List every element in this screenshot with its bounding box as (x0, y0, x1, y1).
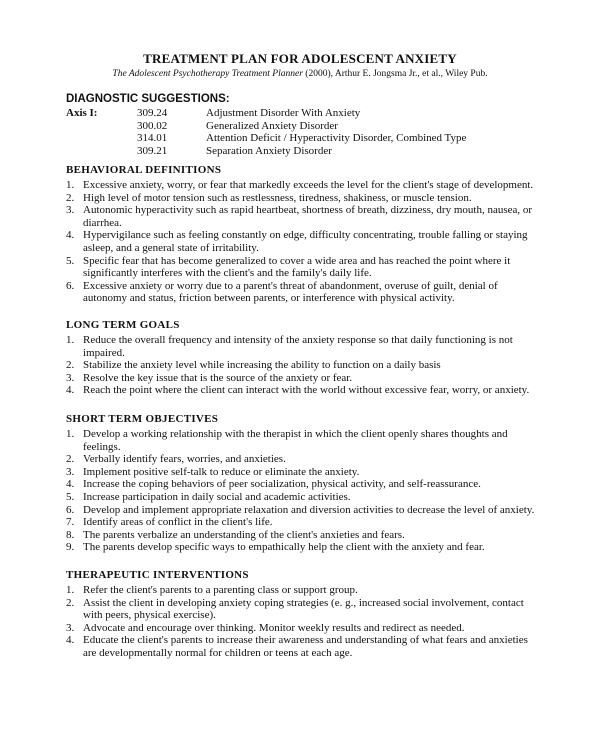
list-item (66, 280, 536, 305)
list-item (66, 466, 536, 479)
item-text: Verbally identify fears, worries, and anxieties. (83, 453, 286, 466)
source-book-title: The Adolescent Psychotherapy Treatment Planner (112, 69, 303, 79)
behavioral-list (66, 179, 536, 305)
item-number: 2. (66, 453, 75, 466)
section-heading: THERAPEUTIC INTERVENTIONS (66, 569, 249, 581)
source-details: (2000), Arthur E. Jongsma Jr., et al., Wiley Pub. (302, 69, 488, 79)
item-number: 6. (66, 503, 75, 516)
diagnostic-description: Generalized Anxiety Disorder (206, 119, 338, 132)
list-item (66, 597, 536, 622)
item-number: 4. (66, 384, 75, 397)
item-number: 2. (66, 359, 75, 372)
list-item (66, 478, 536, 491)
diagnostic-code: 309.24 (137, 107, 168, 119)
item-text: Excessive anxiety, worry, or fear that markedly exceeds the level for the client's stage of development. (83, 179, 534, 191)
diagnostic-code: 300.02 (137, 119, 168, 132)
diagnostic-code: 314.01 (137, 132, 168, 145)
list-item (66, 541, 536, 554)
document-source (0, 69, 600, 79)
axis-label: Axis I: (66, 107, 98, 119)
item-text: Advocate and encourage over thinking. Monitor weekly results and redirect as needed. (83, 621, 465, 634)
item-number: 3. (66, 465, 75, 478)
item-text: Implement positive self-talk to reduce or eliminate the anxiety. (83, 465, 360, 478)
diagnostic-heading: DIAGNOSTIC SUGGESTIONS: (66, 93, 230, 105)
item-text: Refer the client's parents to a parenting class or support group. (83, 584, 358, 596)
item-text: High level of motor tension such as restlessness, tiredness, shakiness, or muscle tension. (83, 191, 472, 204)
item-text: Develop a working relationship with the therapist in which the client openly shares thoughts and feelings. (83, 428, 508, 453)
list-item (66, 334, 536, 359)
item-text: Stabilize the anxiety level while increasing the ability to function on a daily basis (83, 359, 441, 372)
diagnostic-description: Adjustment Disorder With Anxiety (206, 107, 361, 119)
item-text: Reach the point where the client can interact with the world without excessive fear, worry, or anxiety. (83, 384, 530, 397)
list-item (66, 622, 536, 635)
list-item (66, 516, 536, 529)
section-heading: SHORT TERM OBJECTIVES (66, 413, 219, 425)
interventions-list (66, 584, 536, 660)
diagnostic-row (66, 145, 546, 158)
item-text: Excessive anxiety or worry due to a parent's threat of abandonment, overuse of guilt, denial of autonomy and status, friction between parents, or interference with physical activity. (83, 279, 498, 305)
item-number: 3. (66, 371, 75, 384)
item-text: The parents verbalize an understanding of the client's anxieties and fears. (83, 528, 405, 541)
list-item (66, 428, 536, 453)
document-title: TREATMENT PLAN FOR ADOLESCENT ANXIETY (143, 51, 457, 66)
list-item (66, 529, 536, 542)
list-item (66, 384, 536, 397)
long-term-goals-section (66, 319, 536, 397)
short-term-objectives-section (66, 413, 536, 554)
list-item (66, 372, 536, 385)
list-item (66, 179, 536, 192)
item-number: 4. (66, 229, 75, 242)
item-text: Resolve the key issue that is the source of the anxiety or fear. (83, 371, 353, 384)
list-item (66, 229, 536, 254)
item-text: Identify areas of conflict in the client's life. (83, 516, 273, 529)
item-number: 4. (66, 478, 75, 491)
item-number: 1. (66, 428, 75, 440)
diagnostic-code: 309.21 (137, 145, 168, 158)
list-item (66, 504, 536, 517)
long-term-list (66, 334, 536, 397)
diagnostic-axis-table (66, 107, 546, 158)
item-number: 3. (66, 621, 75, 634)
item-number: 5. (66, 490, 75, 503)
list-item (66, 204, 536, 229)
item-number: 2. (66, 191, 75, 204)
item-number: 1. (66, 584, 75, 596)
item-number: 8. (66, 528, 75, 541)
item-text: Develop and implement appropriate relaxation and diversion activities to decrease the level of anxiety. (83, 503, 535, 516)
item-text: Hypervigilance such as feeling constantly on edge, difficulty concentrating, trouble falling or staying asleep, and a general state of irritability. (83, 229, 528, 254)
item-number: 5. (66, 254, 75, 267)
item-text: Educate the client's parents to increase their awareness and understanding of what fears and anxieties are developmentally normal for children or teens at each age. (83, 634, 528, 659)
item-number: 6. (66, 279, 75, 292)
item-text: Assist the client in developing anxiety coping strategies (e. g., increased social involvement, contact with peers, physical exercise). (83, 596, 524, 622)
item-number: 7. (66, 516, 75, 529)
section-heading: BEHAVIORAL DEFINITIONS (66, 164, 222, 176)
list-item (66, 255, 536, 280)
list-item (66, 634, 536, 659)
list-item (66, 584, 536, 597)
item-text: Specific fear that has become generalized to cover a wide area and has reached the point where it significantly interferes with the client's and the family's daily life. (83, 254, 511, 280)
behavioral-definitions-section (66, 164, 536, 305)
diagnostic-description: Separation Anxiety Disorder (206, 145, 332, 158)
short-term-list (66, 428, 536, 554)
diagnostic-row (66, 120, 546, 133)
diagnostic-row (66, 132, 546, 145)
diagnostic-row (66, 107, 546, 120)
item-text: Increase participation in daily social and academic activities. (83, 490, 351, 503)
item-number: 9. (66, 541, 75, 554)
item-text: Autonomic hyperactivity such as rapid heartbeat, shortness of breath, dizziness, dry mouth, nausea, or diarrhea. (83, 204, 533, 229)
diagnostic-description: Attention Deficit / Hyperactivity Disorder, Combined Type (206, 132, 467, 145)
therapeutic-interventions-section (66, 569, 536, 660)
item-number: 4. (66, 634, 75, 647)
item-number: 3. (66, 204, 75, 217)
list-item (66, 192, 536, 205)
list-item (66, 453, 536, 466)
list-item (66, 359, 536, 372)
item-text: Reduce the overall frequency and intensity of the anxiety response so that daily functioning is not impaired. (83, 334, 513, 359)
item-number: 1. (66, 334, 75, 346)
item-number: 2. (66, 596, 75, 609)
list-item (66, 491, 536, 504)
item-text: The parents develop specific ways to empathically help the client with the anxiety and fear. (83, 541, 485, 554)
item-text: Increase the coping behaviors of peer socialization, physical activity, and self-reassurance. (83, 478, 481, 491)
section-heading: LONG TERM GOALS (66, 319, 180, 331)
item-number: 1. (66, 179, 75, 191)
